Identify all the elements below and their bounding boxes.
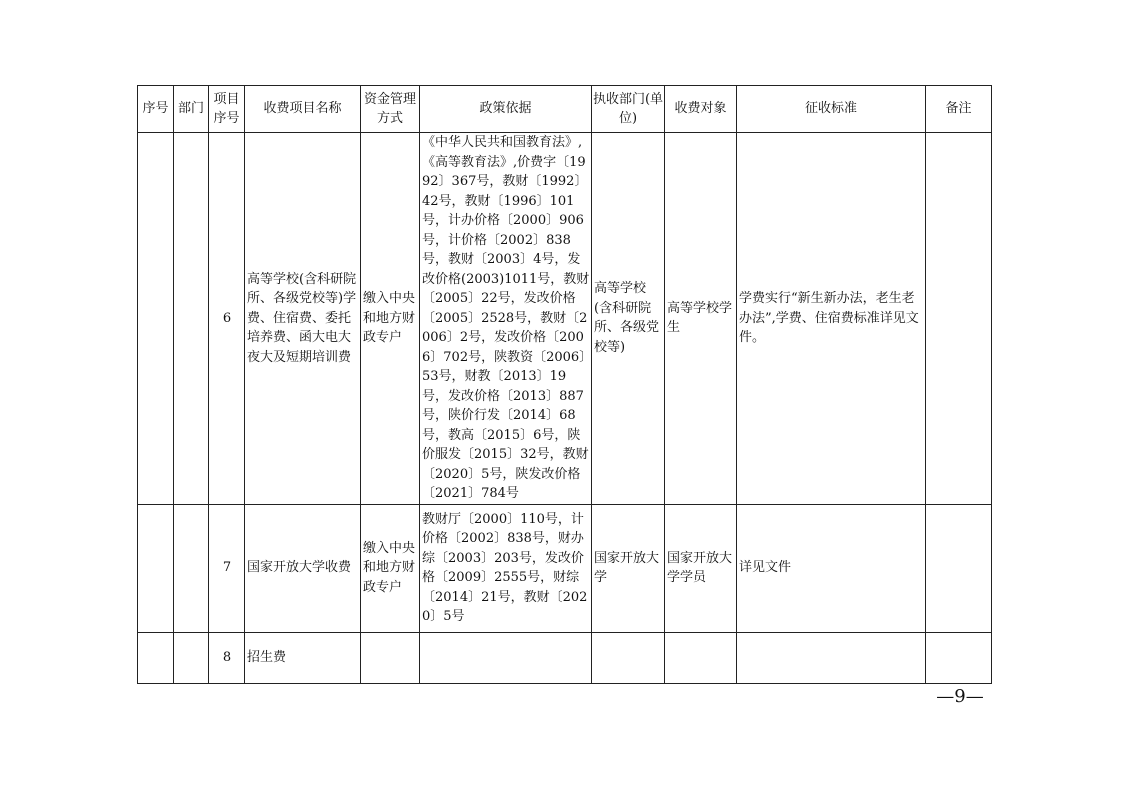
cell-payer: 高等学校学生 xyxy=(665,133,737,505)
page-number: —9— xyxy=(936,686,984,707)
header-payer: 收费对象 xyxy=(665,86,737,133)
cell-remarks xyxy=(926,133,992,505)
header-seq: 序号 xyxy=(138,86,174,133)
cell-collector: 高等学校(含科研院所、各级党校等) xyxy=(592,133,665,505)
cell-payer xyxy=(665,632,737,683)
cell-item-name: 招生费 xyxy=(245,632,361,683)
cell-item-seq: 7 xyxy=(209,504,245,632)
cell-collector xyxy=(592,632,665,683)
cell-policy: 教财厅〔2000〕110号，计价格〔2002〕838号，财办综〔2003〕203号，发改价格〔2009〕2555号，财综〔2014〕21号，教财〔2020〕5号 xyxy=(420,504,592,632)
cell-policy xyxy=(420,632,592,683)
table-row xyxy=(138,632,992,683)
cell-standard: 详见文件 xyxy=(737,504,926,632)
cell-remarks xyxy=(926,504,992,632)
cell-item-name: 高等学校(含科研院所、各级党校等)学费、住宿费、委托培养费、函大电大夜大及短期培训费 xyxy=(245,133,361,505)
cell-collector: 国家开放大学 xyxy=(592,504,665,632)
cell-remarks xyxy=(926,632,992,683)
header-standard: 征收标准 xyxy=(737,86,926,133)
cell-fund-mgmt: 缴入中央和地方财政专户 xyxy=(361,133,420,505)
cell-standard xyxy=(737,632,926,683)
header-dept: 部门 xyxy=(174,86,209,133)
cell-payer: 国家开放大学学员 xyxy=(665,504,737,632)
header-fund-mgmt: 资金管理方式 xyxy=(361,86,420,133)
cell-dept xyxy=(174,133,209,505)
table-row xyxy=(138,504,992,632)
cell-item-name: 国家开放大学收费 xyxy=(245,504,361,632)
cell-dept xyxy=(174,632,209,683)
header-item-name: 收费项目名称 xyxy=(245,86,361,133)
table-row xyxy=(138,133,992,505)
header-item-seq: 项目序号 xyxy=(209,86,245,133)
cell-seq xyxy=(138,504,174,632)
cell-fund-mgmt: 缴入中央和地方财政专户 xyxy=(361,504,420,632)
cell-seq xyxy=(138,632,174,683)
cell-standard: 学费实行“新生新办法，老生老办法”,学费、住宿费标准详见文件。 xyxy=(737,133,926,505)
cell-seq xyxy=(138,133,174,505)
cell-item-seq: 6 xyxy=(209,133,245,505)
cell-policy: 《中华人民共和国教育法》,《高等教育法》,价费字〔1992〕367号，教财〔1992〕42号，教财〔1996〕101号，计办价格〔2000〕906号，计价格〔2002〕838号，教财〔2003〕4号，发改价格(2003)1011号，教财〔2005〕22号，发改价格〔2005〕2528号，教财〔2006〕2号，发改价格〔2006〕702号，陕教资〔2006〕53号，财教〔2013〕19号，发改价格〔2013〕887号，陕价行发〔2014〕68号，教高〔2015〕6号，陕价服发〔2015〕32号，教财〔2020〕5号，陕发改价格〔2021〕784号 xyxy=(420,133,592,505)
cell-dept xyxy=(174,504,209,632)
fee-table xyxy=(137,85,992,684)
header-policy: 政策依据 xyxy=(420,86,592,133)
cell-fund-mgmt xyxy=(361,632,420,683)
cell-item-seq: 8 xyxy=(209,632,245,683)
header-row xyxy=(138,86,992,133)
header-collector: 执收部门(单位) xyxy=(592,86,665,133)
header-remarks: 备注 xyxy=(926,86,992,133)
